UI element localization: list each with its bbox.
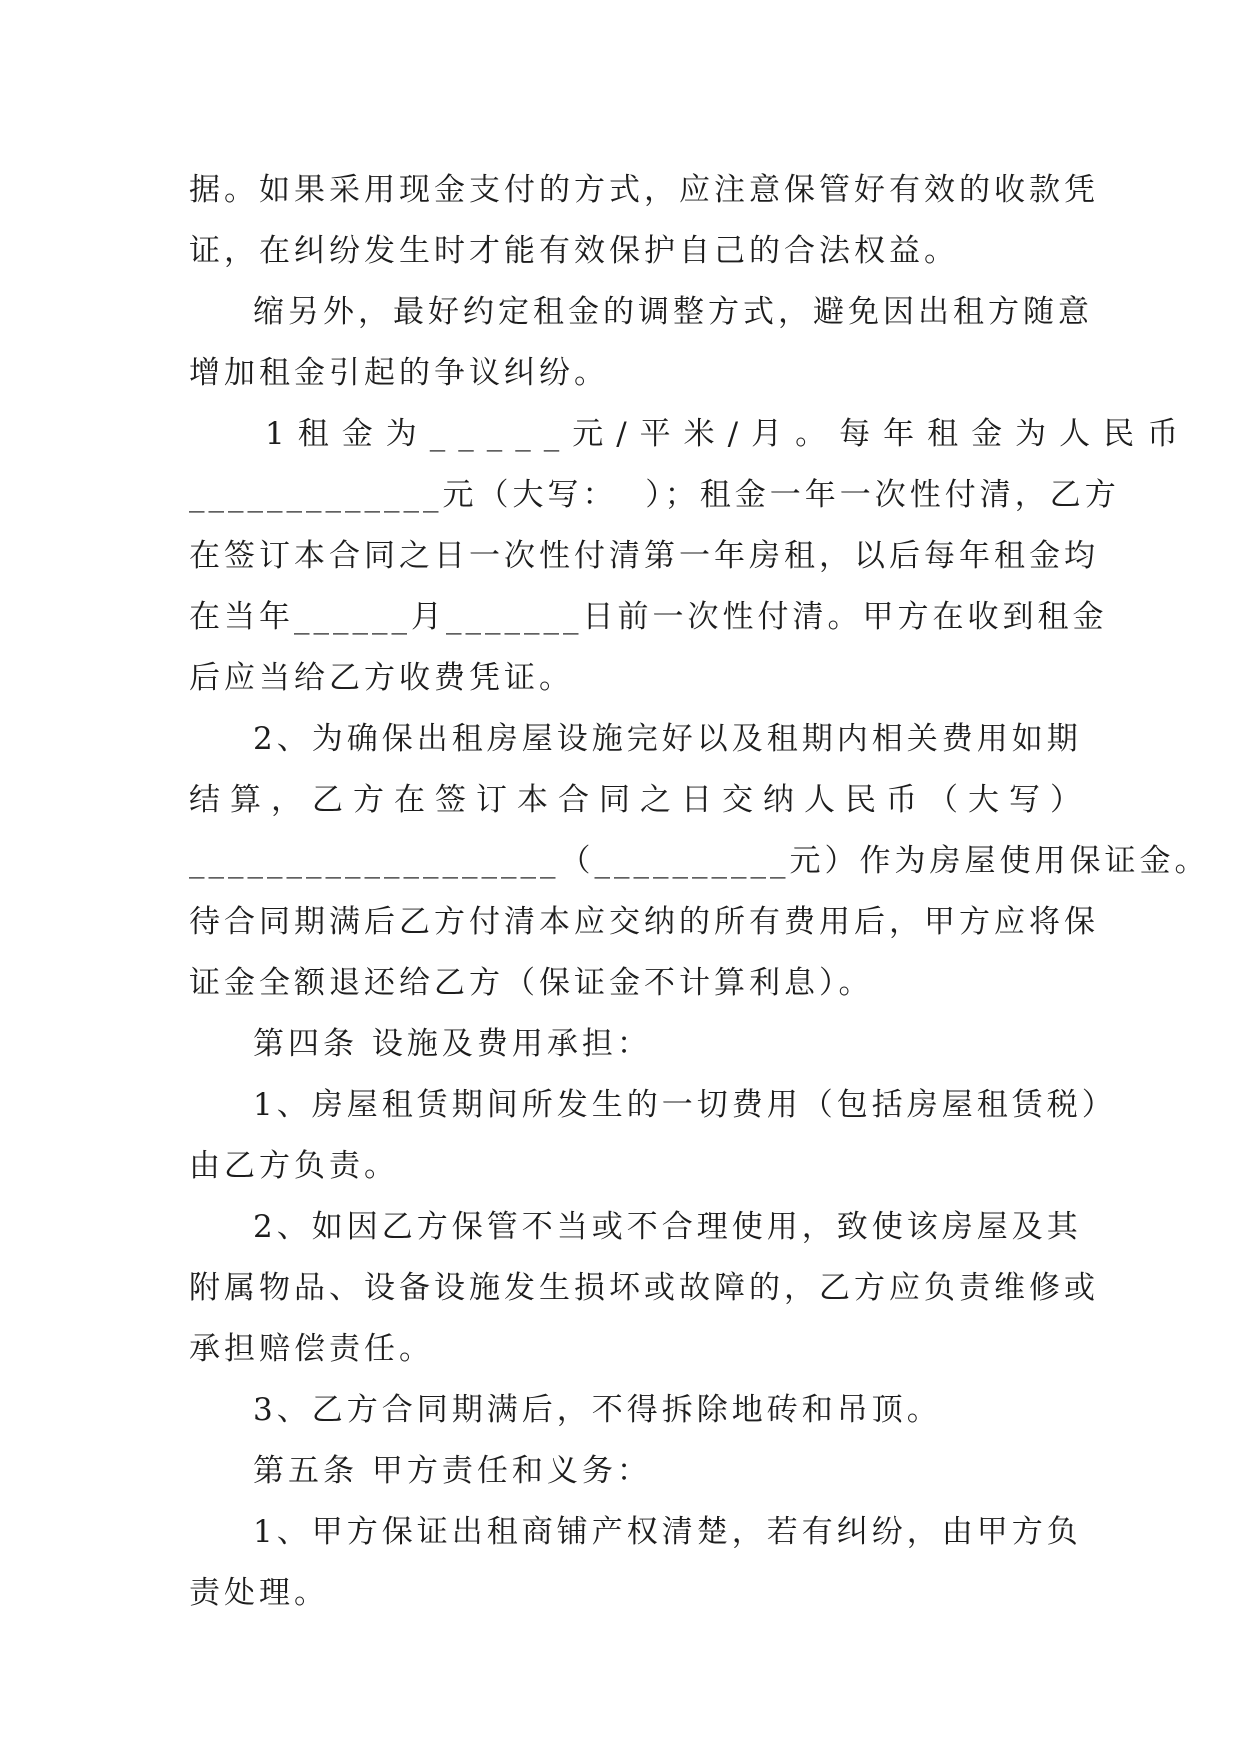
paragraph-start: 3、乙方合同期满后，不得拆除地砖和吊顶。 xyxy=(253,1392,942,1428)
text-line: 证金全额退还给乙方（保证金不计算利息）。 xyxy=(189,965,874,1001)
deposit-clause-start: 2、为确保出租房屋设施完好以及租期内相关费用如期 xyxy=(253,721,1082,757)
text-line: 附属物品、设备设施发生损坏或故障的，乙方应负责维修或 xyxy=(189,1270,1099,1306)
text-line: _____________元（大写： ）；租金一年一次性付清，乙方 xyxy=(189,477,1120,513)
text-line: 据。如果采用现金支付的方式，应注意保管好有效的收款凭 xyxy=(189,172,1099,208)
text-line: 在签订本合同之日一次性付清第一年房租，以后每年租金均 xyxy=(189,538,1099,574)
text-line: ___________________（__________元）作为房屋使用保证金。 xyxy=(189,843,1210,879)
text-line: 证，在纠纷发生时才能有效保护自己的合法权益。 xyxy=(189,233,959,269)
document-body xyxy=(189,160,1210,1624)
article-four-heading: 第四条 设施及费用承担： xyxy=(253,1026,652,1062)
text-line: 由乙方负责。 xyxy=(189,1148,399,1184)
paragraph-start: 1、甲方保证出租商铺产权清楚，若有纠纷，由甲方负 xyxy=(253,1514,1082,1550)
paragraph-start: 2、如因乙方保管不当或不合理使用，致使该房屋及其 xyxy=(253,1209,1082,1245)
text-line: 责处理。 xyxy=(189,1575,329,1611)
text-line: 待合同期满后乙方付清本应交纳的所有费用后，甲方应将保 xyxy=(189,904,1099,940)
text-line: 后应当给乙方收费凭证。 xyxy=(189,660,574,696)
paragraph-start: 1、房屋租赁期间所发生的一切费用（包括房屋租赁税） xyxy=(253,1087,1117,1123)
text-line: 在当年______月_______日前一次性付清。甲方在收到租金 xyxy=(189,599,1108,635)
text-line: 增加租金引起的争议纠纷。 xyxy=(189,355,609,391)
text-line: 结算，乙方在签订本合同之日交纳人民币（大写） xyxy=(189,782,1091,818)
paragraph-start: 缩另外，最好约定租金的调整方式，避免因出租方随意 xyxy=(253,294,1093,330)
rent-clause-start: 1租金为_____元/平米/月。每年租金为人民币 xyxy=(265,416,1192,452)
text-line: 承担赔偿责任。 xyxy=(189,1331,434,1367)
article-five-heading: 第五条 甲方责任和义务： xyxy=(253,1453,652,1489)
